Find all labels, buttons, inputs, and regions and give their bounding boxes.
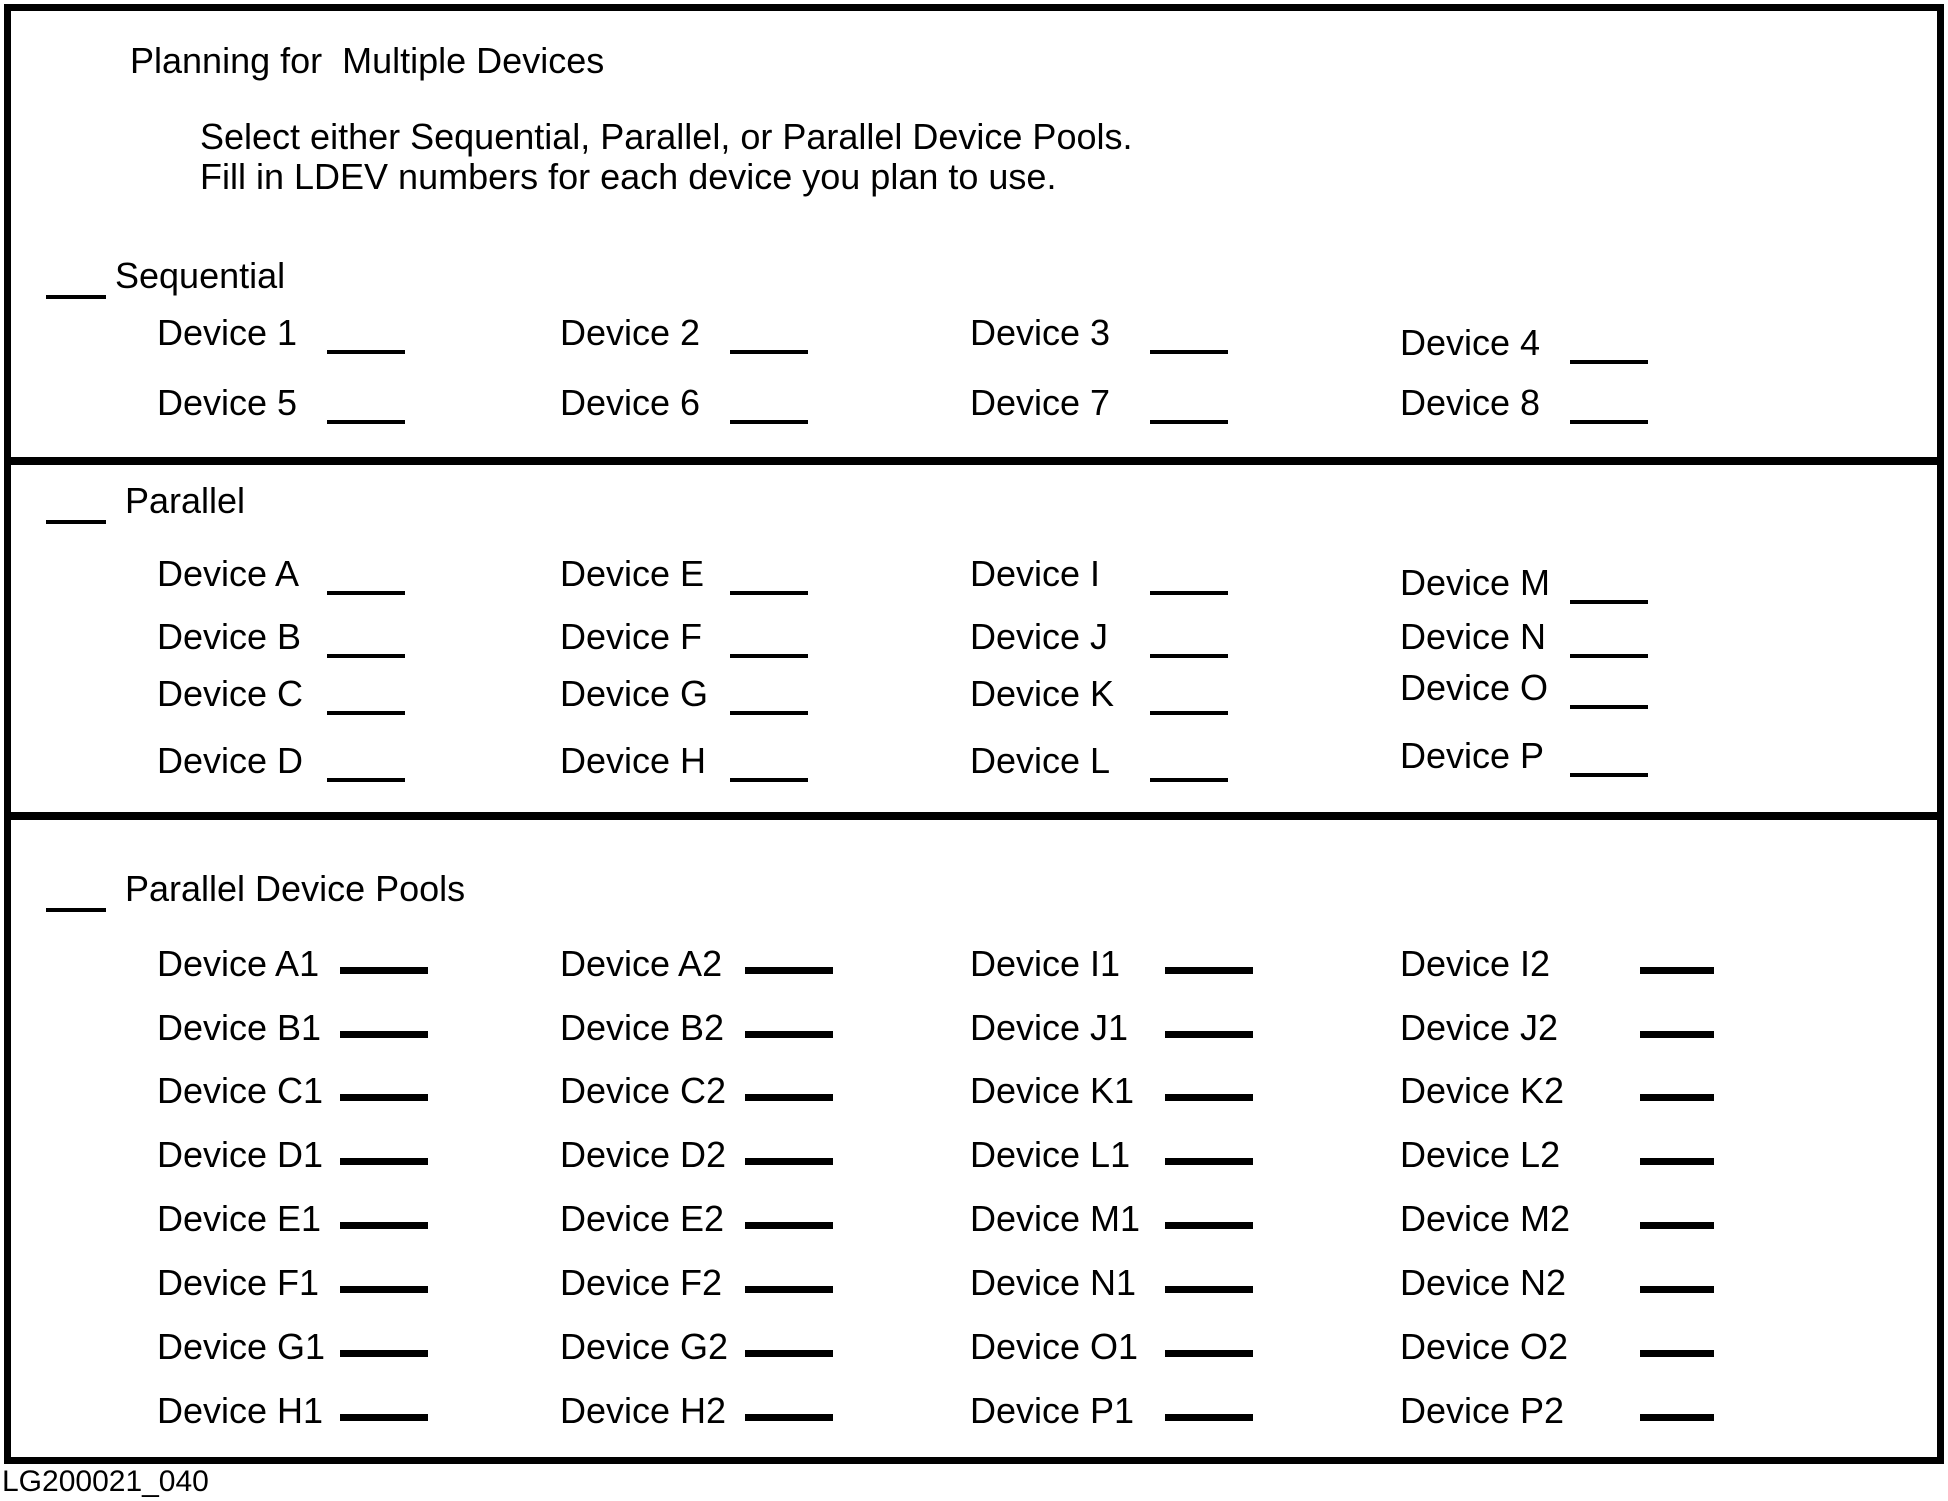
ldev-blank-line: [340, 1286, 428, 1293]
figure-label: LG200021_040: [2, 1465, 209, 1498]
device-label: Device 5: [157, 382, 298, 423]
device-label: Device I1: [970, 943, 1121, 984]
device-label: Device N1: [970, 1262, 1137, 1303]
parallel-device-pools-select-blank: [46, 908, 106, 912]
ldev-blank-line: [340, 1350, 428, 1357]
device-label: Device 3: [970, 312, 1111, 353]
device-label: Device 1: [157, 312, 298, 353]
device-label: Device N: [1400, 616, 1547, 657]
device-label: Device J: [970, 616, 1109, 657]
device-label: Device 2: [560, 312, 701, 353]
device-label: Device J1: [970, 1007, 1129, 1048]
ldev-blank-line: [340, 1222, 428, 1229]
ldev-blank-line: [1640, 967, 1714, 974]
device-label: Device A1: [157, 943, 320, 984]
device-label: Device I: [970, 553, 1101, 594]
device-label: Device J2: [1400, 1007, 1559, 1048]
device-label: Device E: [560, 553, 705, 594]
device-label: Device A: [157, 553, 300, 594]
device-label: Device E1: [157, 1198, 322, 1239]
device-label: Device B1: [157, 1007, 322, 1048]
ldev-blank-line: [745, 967, 833, 974]
device-label: Device E2: [560, 1198, 725, 1239]
device-label: Device H1: [157, 1390, 324, 1431]
device-label: Device 4: [1400, 322, 1541, 363]
device-label: Device P: [1400, 735, 1545, 776]
device-label: Device I2: [1400, 943, 1551, 984]
ldev-blank-line: [1640, 1031, 1714, 1038]
ldev-blank-line: [1640, 1350, 1714, 1357]
instruction-line-2: Fill in LDEV numbers for each device you plan to use.: [200, 156, 1057, 197]
device-label: Device G1: [157, 1326, 326, 1367]
ldev-blank-line: [340, 1414, 428, 1421]
device-label: Device 6: [560, 382, 701, 423]
ldev-blank-line: [1165, 1350, 1253, 1357]
section-heading-sequential: Sequential: [115, 255, 286, 296]
device-label: Device M1: [970, 1198, 1141, 1239]
device-label: Device M: [1400, 562, 1551, 603]
instruction-line-1: Select either Sequential, Parallel, or Parallel Device Pools.: [200, 116, 1133, 157]
ldev-blank-line: [1165, 1222, 1253, 1229]
device-label: Device H: [560, 740, 707, 781]
device-label: Device P2: [1400, 1390, 1565, 1431]
section-heading-parallel: Parallel: [125, 480, 246, 521]
ldev-blank-line: [745, 1031, 833, 1038]
ldev-blank-line: [1640, 1158, 1714, 1165]
ldev-blank-line: [340, 967, 428, 974]
device-label: Device F2: [560, 1262, 723, 1303]
device-label: Device L: [970, 740, 1111, 781]
ldev-blank-line: [745, 1222, 833, 1229]
device-label: Device K1: [970, 1070, 1135, 1111]
device-label: Device N2: [1400, 1262, 1567, 1303]
ldev-blank-line: [1165, 1031, 1253, 1038]
section-heading-parallel-device-pools: Parallel Device Pools: [125, 868, 466, 909]
ldev-blank-line: [1165, 1286, 1253, 1293]
ldev-blank-line: [745, 1286, 833, 1293]
ldev-blank-line: [1640, 1094, 1714, 1101]
device-label: Device P1: [970, 1390, 1135, 1431]
ldev-blank-line: [1640, 1222, 1714, 1229]
ldev-blank-line: [1640, 1286, 1714, 1293]
device-label: Device F: [560, 616, 703, 657]
device-label: Device D: [157, 740, 304, 781]
ldev-blank-line: [340, 1031, 428, 1038]
ldev-blank-line: [1165, 1414, 1253, 1421]
device-label: Device D1: [157, 1134, 324, 1175]
device-label: Device 7: [970, 382, 1111, 423]
ldev-blank-line: [745, 1350, 833, 1357]
device-label: Device D2: [560, 1134, 727, 1175]
device-label: Device A2: [560, 943, 723, 984]
device-label: Device O1: [970, 1326, 1139, 1367]
device-label: Device L2: [1400, 1134, 1561, 1175]
device-label: Device O2: [1400, 1326, 1569, 1367]
ldev-blank-line: [340, 1158, 428, 1165]
ldev-blank-line: [745, 1158, 833, 1165]
ldev-blank-line: [745, 1414, 833, 1421]
device-label: Device L1: [970, 1134, 1131, 1175]
ldev-blank-line: [745, 1094, 833, 1101]
ldev-blank-line: [1165, 967, 1253, 974]
device-label: Device H2: [560, 1390, 727, 1431]
ldev-blank-line: [1165, 1158, 1253, 1165]
device-label: Device M2: [1400, 1198, 1571, 1239]
device-label: Device K2: [1400, 1070, 1565, 1111]
device-label: Device K: [970, 673, 1115, 714]
ldev-blank-line: [1640, 1414, 1714, 1421]
device-label: Device B: [157, 616, 302, 657]
device-label: Device B2: [560, 1007, 725, 1048]
device-label: Device C2: [560, 1070, 727, 1111]
ldev-blank-line: [340, 1094, 428, 1101]
device-label: Device O: [1400, 667, 1549, 708]
device-label: Device F1: [157, 1262, 320, 1303]
ldev-blank-line: [1165, 1094, 1253, 1101]
device-label: Device G2: [560, 1326, 729, 1367]
device-label: Device C: [157, 673, 304, 714]
device-label: Device G: [560, 673, 709, 714]
device-label: Device 8: [1400, 382, 1541, 423]
device-label: Device C1: [157, 1070, 324, 1111]
page-title: Planning for Multiple Devices: [130, 40, 605, 81]
